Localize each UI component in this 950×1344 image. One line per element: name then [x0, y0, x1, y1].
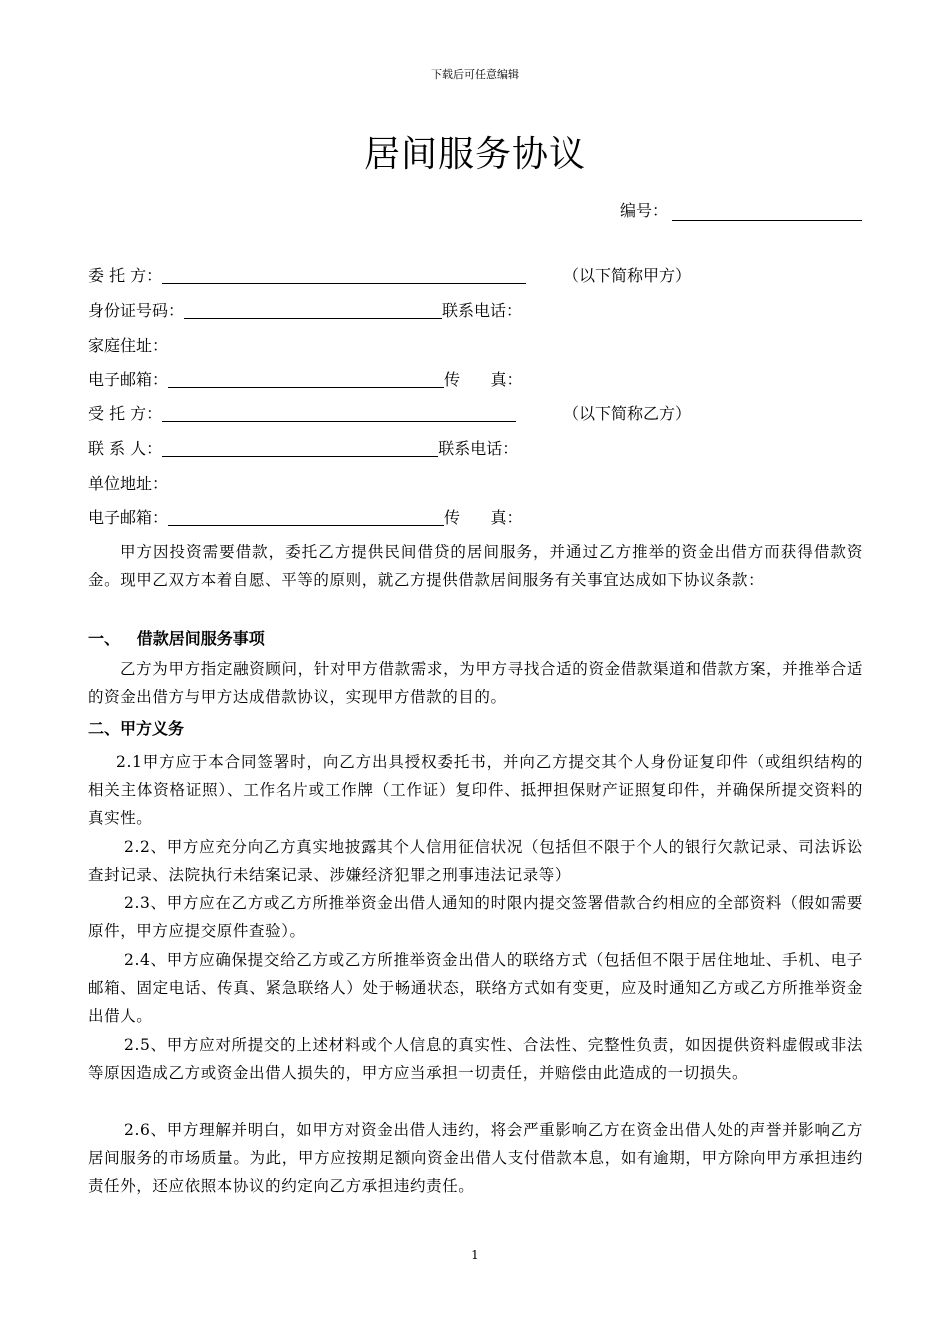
clause-2-5: 2.5、甲方应对所提交的上述材料或个人信息的真实性、合法性、完整性负责，如因提供资料虚假或非法等原因造成乙方或资金出借人损失的，甲方应当承担一切责任，并赔偿由此造成的一切损失。: [88, 1036, 863, 1082]
home-address-field: [88, 334, 168, 358]
section-2-heading: 二、甲方义务: [88, 719, 185, 738]
preamble-paragraph: 甲方因投资需要借款，委托乙方提供民间借贷的居间服务，并通过乙方推举的资金出借方而获得借款资金。现甲乙双方本着自愿、平等的原则，就乙方提供借款居间服务有关事宜达成如下协议条款：: [88, 543, 863, 589]
contact-person-field: [88, 437, 518, 461]
party-a-email-field: [88, 368, 523, 392]
serial-blank[interactable]: [672, 202, 862, 221]
clause-2-1: 2.1甲方应于本合同签署时，向乙方出具授权委托书，并向乙方提交其个人身份证复印件（或组织结构的相关主体资格证照）、工作名片或工作牌（工作证）复印件、抵押担保财产证照复印件，并确保所提交资料的真实性。: [88, 753, 863, 827]
party-a-phone-label: 联系电话：: [442, 301, 523, 320]
document-title: 居间服务协议: [363, 134, 586, 175]
party-b-email-label: 电子邮箱：: [88, 508, 169, 527]
contact-person-label: 联 系 人：: [88, 439, 163, 458]
clause-2-2: 2.2、甲方应充分向乙方真实地披露其个人信用征信状况（包括但不限于个人的银行欠款记录、司法诉讼查封记录、法院执行未结案记录、涉嫌经济犯罪之刑事违法记录等）: [88, 838, 863, 884]
serial-label: 编号：: [620, 201, 669, 220]
party-a-email-label: 电子邮箱：: [88, 370, 169, 389]
party-a-email-blank[interactable]: [168, 368, 444, 388]
party-b-phone-label: 联系电话：: [438, 439, 519, 458]
agent-suffix: （以下简称乙方）: [563, 404, 692, 423]
party-b-fax-label: 传 真：: [444, 508, 523, 527]
agent-label: 受 托 方：: [88, 404, 163, 423]
id-label: 身份证号码：: [88, 301, 185, 320]
agent-field: [88, 402, 692, 426]
clause-2-4: 2.4、甲方应确保提交给乙方或乙方所推举资金出借人的联络方式（包括但不限于居住地址、手机、电子邮箱、固定电话、传真、紧急联络人）处于畅通状态，联络方式如有变更，应及时通知乙方或乙方所推举资金出借人。: [88, 951, 863, 1025]
party-b-email-blank[interactable]: [168, 506, 444, 526]
principal-field: [88, 264, 692, 288]
agent-blank[interactable]: [162, 402, 516, 422]
home-address-label: 家庭住址：: [88, 336, 169, 355]
company-address-label: 单位地址：: [88, 474, 169, 493]
party-a-fax-label: 传 真：: [444, 370, 523, 389]
id-blank[interactable]: [184, 299, 442, 319]
page-number: 1: [471, 1248, 479, 1262]
header-note: 下载后可任意编辑: [431, 68, 519, 81]
serial-number-field: [620, 198, 862, 221]
principal-suffix: （以下简称甲方）: [563, 266, 692, 285]
section-1-paragraph: 乙方为甲方指定融资顾问，针对甲方借款需求，为甲方寻找合适的资金借款渠道和借款方案，并推举合适的资金出借方与甲方达成借款协议，实现甲方借款的目的。: [88, 660, 863, 706]
company-address-field: [88, 472, 168, 496]
section-1-heading: 一、 借款居间服务事项: [88, 629, 265, 648]
clause-2-6: 2.6、甲方理解并明白，如甲方对资金出借人违约，将会严重影响乙方在资金出借人处的声誉并影响乙方居间服务的市场质量。为此，甲方应按期足额向资金出借人支付借款本息，如有逾期，甲方除向甲方承担违约责任外，还应依照本协议的约定向乙方承担违约责任。: [88, 1121, 863, 1195]
id-number-field: [88, 299, 522, 323]
principal-label: 委 托 方：: [88, 266, 163, 285]
principal-blank[interactable]: [162, 264, 526, 284]
contact-person-blank[interactable]: [162, 437, 438, 457]
clause-2-3: 2.3、甲方应在乙方或乙方所推举资金出借人通知的时限内提交签署借款合约相应的全部资料（假如需要原件，甲方应提交原件查验）。: [88, 894, 863, 940]
party-b-email-field: [88, 506, 523, 530]
